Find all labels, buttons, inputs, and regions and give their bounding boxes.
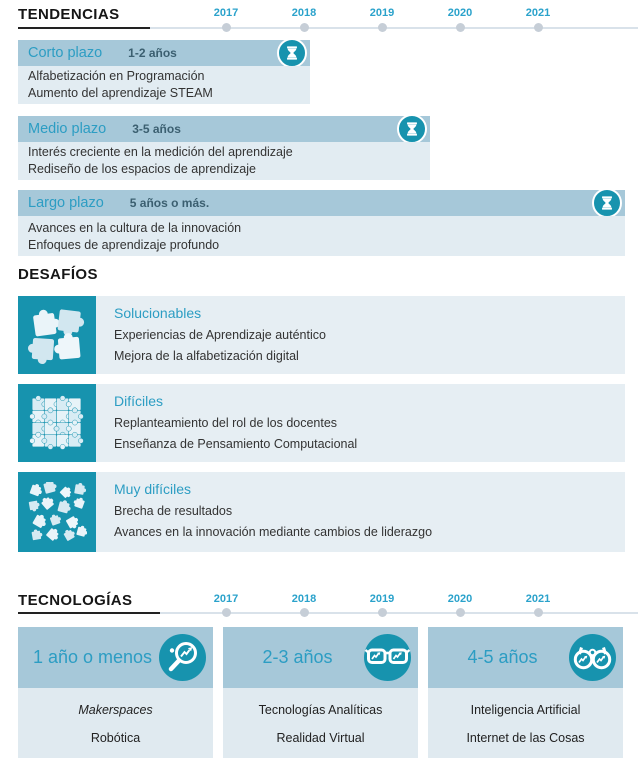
tech-item: Realidad Virtual — [276, 731, 365, 745]
glasses-trend-icon — [364, 634, 411, 681]
challenge-row-muy-dificiles — [18, 472, 625, 552]
challenge-item: Brecha de resultados — [114, 504, 233, 518]
tech-card-1-ano-o-menos — [18, 627, 213, 758]
tech-item: Robótica — [90, 731, 141, 745]
trend-item: Avances en la cultura de la innovación — [28, 221, 242, 235]
year-label: 2021 — [525, 7, 551, 19]
timeline-dot — [378, 608, 387, 617]
trend-items-medio-plazo — [18, 142, 430, 180]
puzzle-loose-icon — [18, 296, 96, 374]
challenge-title: Solucionables — [114, 305, 202, 321]
tendencias-heading: TENDENCIAS — [18, 6, 120, 23]
timeline-dot — [456, 23, 465, 32]
challenge-item: Mejora de la alfabetización digital — [114, 349, 299, 363]
tech-card-title: 1 año o menos — [32, 647, 153, 667]
trend-label: Largo plazo — [28, 195, 104, 211]
year-label: 2020 — [447, 7, 473, 19]
magnifier-trend-icon — [159, 634, 206, 681]
tecnologias-heading-underline — [18, 612, 160, 614]
trend-range: 3-5 años — [132, 122, 181, 136]
timeline-dot — [378, 23, 387, 32]
tech-item: Internet de las Cosas — [466, 731, 585, 745]
timeline-dot — [222, 23, 231, 32]
timeline-dot — [456, 608, 465, 617]
timeline-dot — [222, 608, 231, 617]
tech-cards — [18, 627, 623, 758]
challenge-title: Difíciles — [114, 393, 164, 409]
challenge-body — [96, 472, 625, 552]
challenge-item: Experiencias de Aprendizaje auténtico — [114, 328, 326, 342]
trend-items-corto-plazo — [18, 66, 310, 104]
trend-item: Interés creciente en la medición del aprendizaje — [28, 145, 293, 159]
tech-card-header — [428, 627, 623, 688]
tecnologias-timeline-line — [160, 612, 638, 614]
puzzle-scattered-icon — [18, 472, 96, 552]
challenge-row-solucionables — [18, 296, 625, 374]
trend-item: Rediseño de los espacios de aprendizaje — [28, 162, 256, 176]
challenge-title: Muy difíciles — [114, 481, 192, 497]
trend-item: Aumento del aprendizaje STEAM — [28, 86, 213, 100]
year-label: 2018 — [291, 593, 317, 605]
trend-range: 5 años o más. — [129, 196, 210, 210]
tech-item: Inteligencia Artificial — [470, 703, 581, 717]
tech-card-title: 4-5 años — [467, 647, 538, 667]
challenge-item: Replanteamiento del rol de los docentes — [114, 416, 338, 430]
year-label: 2019 — [369, 593, 395, 605]
hourglass-icon — [277, 38, 307, 68]
challenge-item: Enseñanza de Pensamiento Computacional — [114, 437, 358, 451]
tech-card-header — [223, 627, 418, 688]
trend-bar-medio-plazo — [18, 116, 430, 142]
trend-label: Corto plazo — [28, 45, 103, 61]
puzzle-grid-icon — [18, 384, 96, 462]
trend-bar-largo-plazo — [18, 190, 625, 216]
challenge-body — [96, 384, 625, 462]
trend-item: Enfoques de aprendizaje profundo — [28, 238, 220, 252]
tecnologias-heading: TECNOLOGÍAS — [18, 592, 133, 609]
tech-card-title: 2-3 años — [262, 647, 333, 667]
tech-card-body — [428, 688, 623, 758]
trend-items-largo-plazo — [18, 216, 625, 256]
year-label: 2020 — [447, 593, 473, 605]
hourglass-icon — [397, 114, 427, 144]
tech-card-header — [18, 627, 213, 688]
year-label: 2019 — [369, 7, 395, 19]
trend-bar-corto-plazo — [18, 40, 310, 66]
binoculars-trend-icon — [569, 634, 616, 681]
challenge-body — [96, 296, 625, 374]
trend-label: Medio plazo — [28, 121, 107, 137]
year-label: 2018 — [291, 7, 317, 19]
year-label: 2017 — [213, 593, 239, 605]
hourglass-icon — [592, 188, 622, 218]
tech-card-2-3-anos — [223, 627, 418, 758]
tech-item: Makerspaces — [78, 703, 153, 717]
challenge-row-dificiles — [18, 384, 625, 462]
timeline-dot — [300, 608, 309, 617]
timeline-dot — [300, 23, 309, 32]
tech-card-body — [18, 688, 213, 758]
tendencias-heading-underline — [18, 27, 150, 29]
timeline-dot — [534, 608, 543, 617]
timeline-dot — [534, 23, 543, 32]
year-label: 2021 — [525, 593, 551, 605]
challenge-item: Avances en la innovación mediante cambios de liderazgo — [114, 525, 433, 539]
trend-range: 1-2 años — [128, 46, 177, 60]
tech-card-body — [223, 688, 418, 758]
tech-item: Tecnologías Analíticas — [258, 703, 383, 717]
year-label: 2017 — [213, 7, 239, 19]
desafios-heading: DESAFÍOS — [18, 266, 98, 283]
tech-card-4-5-anos — [428, 627, 623, 758]
trend-item: Alfabetización en Programación — [28, 69, 205, 83]
